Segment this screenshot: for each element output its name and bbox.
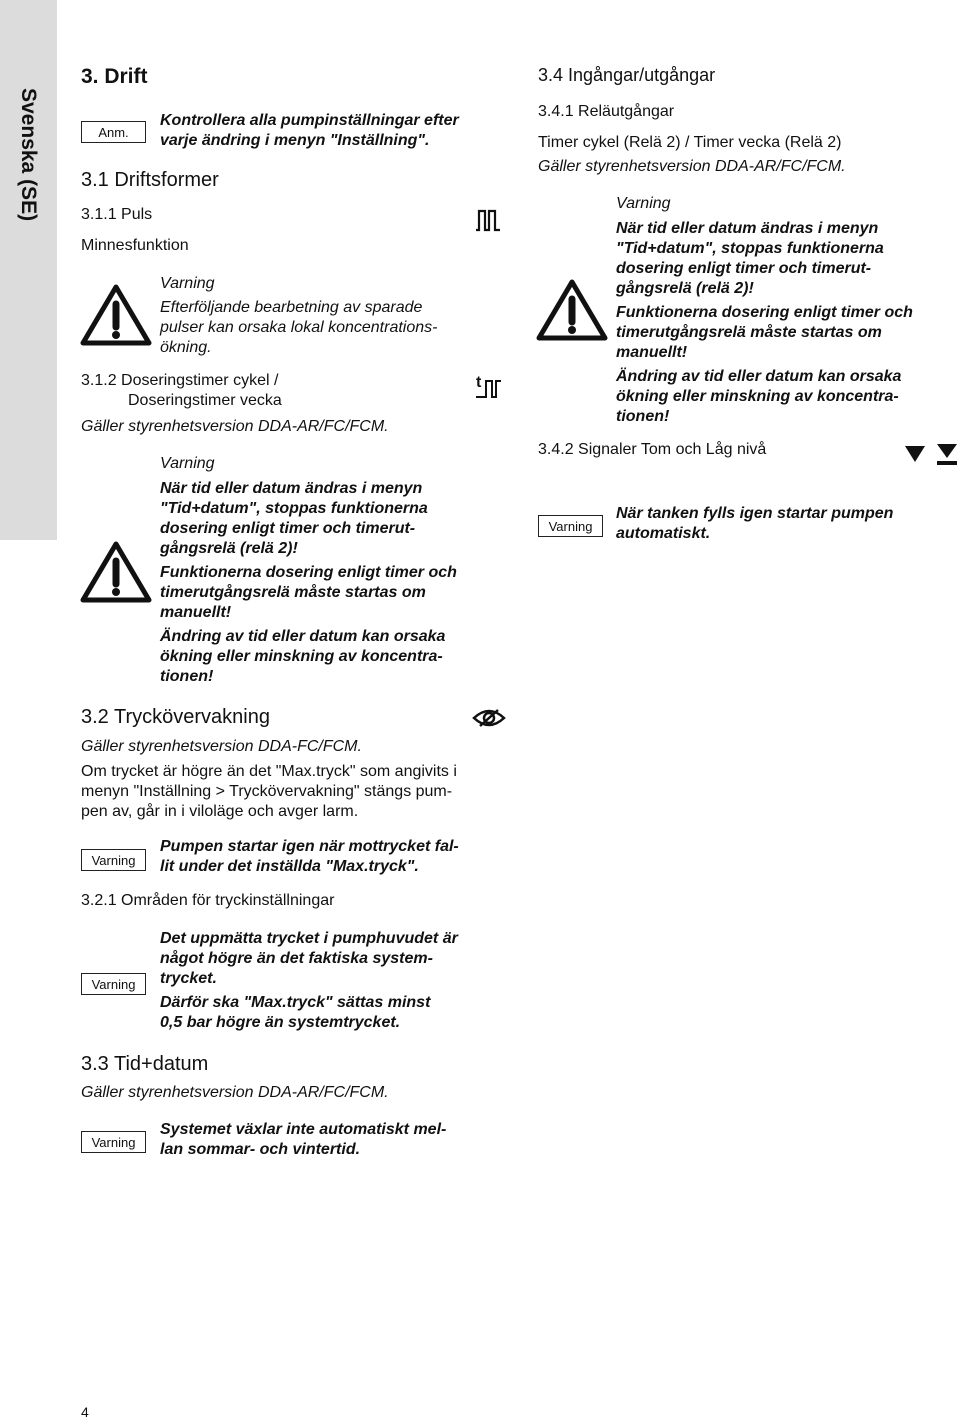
section-3-4-heading: 3.4 Ingångar/utgångar bbox=[538, 65, 716, 85]
warning2-text: När tid eller datum ändras i menyn "Tid+datum", stoppas funktionerna dosering enligt timer och timerut- gångsrelä (relä 2)! bbox=[160, 480, 428, 557]
section-3-2-1-heading: 3.2.1 Områden för tryckinställningar bbox=[81, 892, 335, 909]
section-3-4-2-heading: 3.4.2 Signaler Tom och Låg nivå bbox=[538, 441, 767, 458]
warning3-title: Varning bbox=[616, 195, 671, 212]
section-3-1-2-heading: 3.1.2 Doseringstimer cykel / Doseringstimer vecka bbox=[81, 372, 282, 409]
warning-triangle-icon bbox=[80, 540, 152, 604]
applies-text-3: Gäller styrenhetsversion DDA-AR/FC/FCM. bbox=[81, 1084, 389, 1101]
caution-label: Varning bbox=[81, 1131, 146, 1153]
pressure-text: Om trycket är högre än det "Max.tryck" som angivits i menyn "Inställning > Tryckövervakning" stängs pum- pen av, går in i viloläge och avger larm. bbox=[81, 763, 457, 820]
eye-icon bbox=[472, 706, 506, 730]
note-label: Anm. bbox=[81, 121, 146, 143]
section-3-3-heading: 3.3 Tid+datum bbox=[81, 1053, 209, 1075]
warning3-text: När tid eller datum ändras i menyn "Tid+datum", stoppas funktionerna dosering enligt timer och timerut- gångsrelä (relä 2)! bbox=[616, 220, 884, 297]
empty-level-icon bbox=[904, 444, 926, 464]
warning2-title: Varning bbox=[160, 455, 215, 472]
section-3-1-1-heading: 3.1.1 Puls bbox=[81, 206, 153, 223]
caution4-text: När tanken fylls igen startar pumpen automatiskt. bbox=[616, 505, 894, 542]
warning3-text2: Funktionerna dosering enligt timer och timerutgångsrelä måste startas om manuellt! bbox=[616, 304, 913, 361]
svg-text:t: t bbox=[476, 374, 482, 391]
warning2-text2: Funktionerna dosering enligt timer och timerutgångsrelä måste startas om manuellt! bbox=[160, 564, 457, 621]
memory-function-label: Minnesfunktion bbox=[81, 237, 189, 254]
pulse-icon bbox=[474, 208, 504, 232]
low-level-icon bbox=[935, 442, 959, 466]
warning-triangle-icon bbox=[80, 283, 152, 347]
caution2-text: Det uppmätta trycket i pumphuvudet är något högre än det faktiska system- trycket. bbox=[160, 930, 458, 987]
language-sidebar bbox=[0, 0, 57, 540]
caution1-text: Pumpen startar igen när mottrycket fal- lit under det inställda "Max.tryck". bbox=[160, 838, 459, 875]
warning-triangle-icon bbox=[536, 278, 608, 342]
caution-label: Varning bbox=[81, 973, 146, 995]
warning1-text: Efterföljande bearbetning av sparade pulser kan orsaka lokal koncentrations- ökning. bbox=[160, 299, 438, 356]
section-3-1-heading: 3.1 Driftsformer bbox=[81, 169, 219, 191]
warning1-title: Varning bbox=[160, 275, 215, 292]
warning3-text3: Ändring av tid eller datum kan orsaka ökning eller minskning av koncentra- tionen! bbox=[616, 368, 902, 425]
applies-text-1: Gäller styrenhetsversion DDA-AR/FC/FCM. bbox=[81, 418, 389, 435]
section-3-heading: 3. Drift bbox=[81, 65, 148, 88]
note-text: Kontrollera alla pumpinställningar efter varje ändring i menyn "Inställning". bbox=[160, 112, 459, 149]
caution-label: Varning bbox=[538, 515, 603, 537]
applies-text-2: Gäller styrenhetsversion DDA-FC/FCM. bbox=[81, 738, 362, 755]
language-label: Svenska (SE) bbox=[17, 88, 40, 222]
caution3-text: Systemet växlar inte automatiskt mel- lan sommar- och vintertid. bbox=[160, 1121, 447, 1158]
relay-subtitle: Timer cykel (Relä 2) / Timer vecka (Relä 2) bbox=[538, 134, 842, 151]
caution-label: Varning bbox=[81, 849, 146, 871]
page-number: 4 bbox=[81, 1404, 89, 1420]
caution2-text2: Därför ska "Max.tryck" sättas minst 0,5 bar högre än systemtrycket. bbox=[160, 994, 431, 1031]
timer-pulse-icon bbox=[474, 373, 504, 399]
warning2-text3: Ändring av tid eller datum kan orsaka ökning eller minskning av koncentra- tionen! bbox=[160, 628, 446, 685]
section-3-2-heading: 3.2 Tryckövervakning bbox=[81, 706, 270, 728]
section-3-4-1-heading: 3.4.1 Reläutgångar bbox=[538, 103, 675, 120]
applies-text-4: Gäller styrenhetsversion DDA-AR/FC/FCM. bbox=[538, 158, 846, 175]
